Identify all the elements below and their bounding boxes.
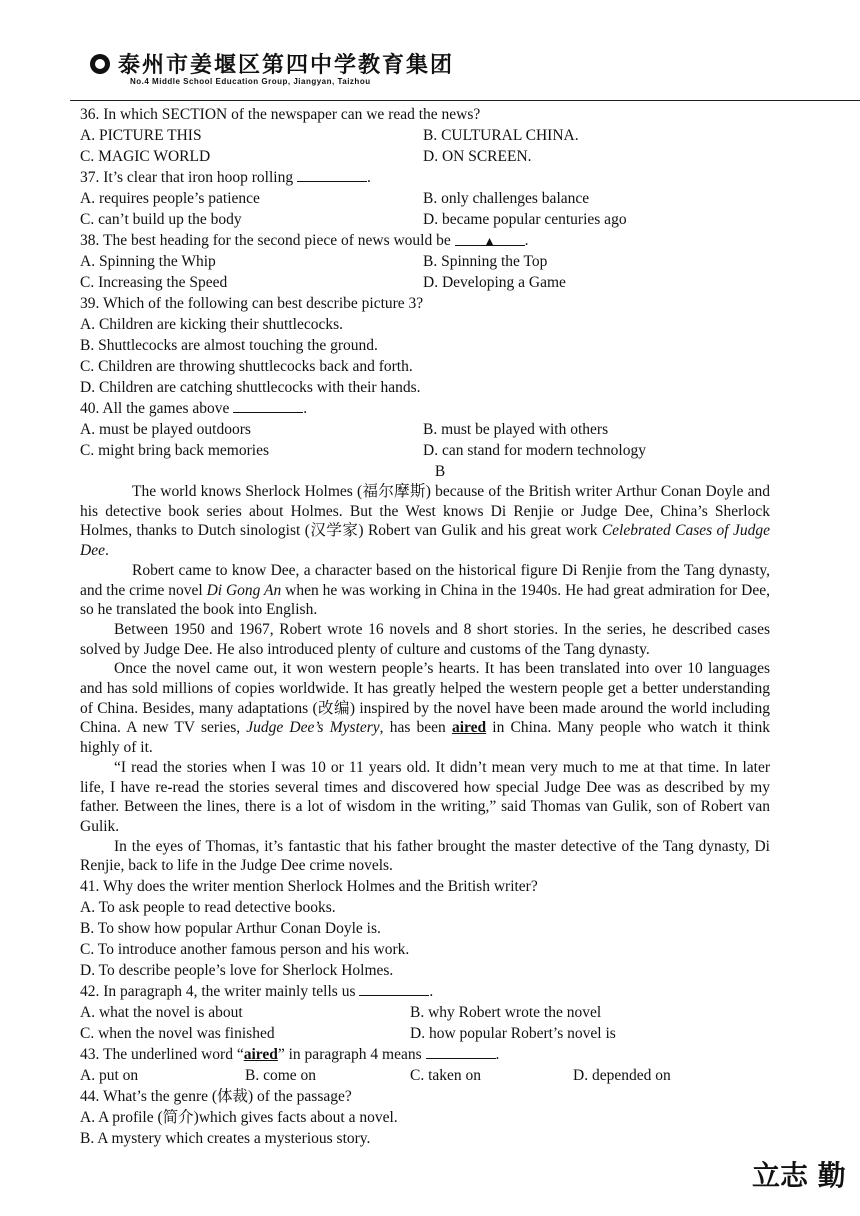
question-42-options-cd (80, 1023, 770, 1044)
school-name-en: No.4 Middle School Education Group, Jiangyan, Taizhou (130, 77, 371, 86)
question-40-stem: 40. All the games above (80, 400, 230, 417)
option-b: B. why Robert wrote the novel (410, 1004, 602, 1022)
school-logo-icon (90, 54, 110, 74)
option-d: D. became popular centuries ago (423, 211, 627, 228)
option-d: D. To describe people’s love for Sherlock Holmes. (80, 962, 394, 980)
option-a: A. what the novel is about (80, 1004, 243, 1022)
option-b: B. only challenges balance (423, 190, 590, 207)
question-37-options-cd (80, 209, 770, 230)
option-c: C. taken on (410, 1067, 482, 1085)
paragraph-end: . (104, 542, 109, 560)
option-b: B. Spinning the Top (423, 253, 548, 270)
question-42-end: . (429, 983, 434, 1001)
question-37 (80, 167, 770, 188)
passage-paragraph-5: “I read the stories when I was 10 or 11 years old. It didn’t mean very much to me at that time. In later life, I have re-read the stories several times and discovered how special Judge Dee was as described by my father. Between the lines, there is a lot of wisdom in the writing,” said Thomas van Gulik, son of Robert van Gulik. (80, 758, 770, 835)
option-b: B. must be played with others (423, 421, 609, 438)
footer-motto: 立志 勤 (752, 1159, 846, 1192)
paragraph-text: when he was working in China in the 1940s. He had great admiration for Dee, so he translated the book into English. (80, 581, 770, 619)
option-c: C. To introduce another famous person and his work. (80, 941, 410, 959)
answer-blank-triangle: ▲ (455, 231, 525, 246)
question-40-options-ab (80, 419, 770, 440)
option-a: A. put on (80, 1067, 139, 1085)
question-37-options-ab (80, 188, 770, 209)
header-divider (70, 100, 860, 101)
paragraph-text: , has been (379, 719, 452, 737)
paragraph-text: in China. Many people who watch it think highly of it. (80, 719, 770, 757)
question-43-stem-mid: ” in paragraph 4 means (277, 1046, 422, 1064)
option-d: D. Developing a Game (423, 274, 566, 291)
question-42-stem: 42. In paragraph 4, the writer mainly tells us (80, 983, 356, 1001)
option-a: A. PICTURE THIS (80, 127, 202, 144)
question-42-options-ab (80, 1002, 770, 1023)
tv-series-title: Judge Dee’s Mystery (246, 719, 380, 737)
question-43 (80, 1044, 770, 1065)
option-a: A. must be played outdoors (80, 421, 251, 438)
question-36-options-ab (80, 125, 770, 146)
book-title: Celebrated Cases of Judge Dee (80, 522, 770, 560)
question-36-options-cd (80, 146, 770, 167)
passage-paragraph-4 (80, 659, 770, 758)
option-c: C. might bring back memories (80, 442, 269, 459)
option-a: A. A profile (简介)which gives facts about a novel. (80, 1109, 398, 1127)
underlined-word: aired (451, 719, 487, 737)
answer-blank (359, 981, 429, 996)
question-43-stem: 43. The underlined word “ (80, 1046, 244, 1064)
option-a: A. Children are kicking their shuttlecocks. (80, 316, 344, 333)
option-b: B. To show how popular Arthur Conan Doyle is. (80, 920, 381, 938)
passage-paragraph-6: In the eyes of Thomas, it’s fantastic that his father brought the master detective of the Tang dynasty, Di Renjie, back to life in the Judge Dee crime novels. (80, 837, 770, 875)
book-title: Di Gong An (206, 581, 282, 599)
option-b: B. CULTURAL CHINA. (423, 127, 579, 144)
question-37-end: . (366, 169, 371, 186)
passage-paragraph-1 (80, 482, 770, 561)
question-39: 39. Which of the following can best describe picture 3? (80, 295, 424, 312)
paragraph-text: Robert came to know Dee, a character based on the historical figure Di Renjie from the Tang dynasty, and the crime novel (80, 561, 770, 599)
question-38-stem: 38. The best heading for the second piece of news would be (80, 232, 451, 249)
question-43-options (80, 1065, 770, 1086)
option-c: C. can’t build up the body (80, 211, 242, 228)
option-b: B. come on (245, 1067, 317, 1085)
option-b: B. A mystery which creates a mysterious story. (80, 1130, 371, 1148)
answer-blank (233, 398, 303, 413)
question-36: 36. In which SECTION of the newspaper can we read the news? (80, 106, 481, 123)
option-c: C. Children are throwing shuttlecocks back and forth. (80, 358, 413, 375)
school-name-cn: 泰州市姜堰区第四中学教育集团 (118, 53, 455, 78)
option-c: C. Increasing the Speed (80, 274, 228, 291)
question-44: 44. What’s the genre (体裁) of the passage? (80, 1088, 352, 1106)
option-c: C. when the novel was finished (80, 1025, 275, 1043)
question-40 (80, 398, 770, 419)
section-heading-b: B (434, 463, 446, 480)
question-40-end: . (303, 400, 308, 417)
school-header (90, 44, 860, 100)
option-a: A. Spinning the Whip (80, 253, 216, 270)
option-d: D. how popular Robert’s novel is (410, 1025, 616, 1043)
paragraph-text: The world knows Sherlock Holmes (福尔摩斯) because of the British writer Arthur Conan Doyle and his detective book series about Holmes. But the West knows Di Renjie or Judge Dee, China’s Sherlock Holmes, thanks to Dutch sinologist (汉学家) Robert van Gulik and his great work (80, 483, 770, 540)
option-d: D. Children are catching shuttlecocks with their hands. (80, 379, 421, 396)
underlined-word: aired (243, 1046, 278, 1064)
question-37-stem: 37. It’s clear that iron hoop rolling (80, 169, 294, 186)
option-d: D. can stand for modern technology (423, 442, 646, 459)
question-40-options-cd (80, 440, 770, 461)
option-d: D. depended on (573, 1067, 671, 1085)
question-38-options-ab (80, 251, 770, 272)
option-a: A. requires people’s patience (80, 190, 260, 207)
question-42 (80, 981, 770, 1002)
paragraph-text: Once the novel came out, it won western people’s hearts. It has been translated into over 10 languages and has sold millions of copies worldwide. It has greatly helped the western people get a better understanding of China. Besides, many adaptations (改编) inspired by the novel have been made around the world including China. A new TV series, (80, 660, 770, 737)
passage-paragraph-2 (80, 561, 770, 620)
option-b: B. Shuttlecocks are almost touching the ground. (80, 337, 378, 354)
passage-paragraph-3: Between 1950 and 1967, Robert wrote 16 novels and 8 short stories. In the series, he described cases solved by Judge Dee. He also introduced plenty of culture and customs of the Tang dynasty. (80, 620, 770, 658)
question-38-end: . (524, 232, 529, 249)
question-43-end: . (495, 1046, 500, 1064)
option-a: A. To ask people to read detective books. (80, 899, 336, 917)
option-d: D. ON SCREEN. (423, 148, 532, 165)
answer-blank (297, 167, 367, 182)
question-41: 41. Why does the writer mention Sherlock Holmes and the British writer? (80, 878, 538, 896)
option-c: C. MAGIC WORLD (80, 148, 211, 165)
exam-content (80, 104, 770, 1149)
answer-blank (426, 1044, 496, 1059)
question-38 (80, 230, 770, 251)
question-38-options-cd (80, 272, 770, 293)
